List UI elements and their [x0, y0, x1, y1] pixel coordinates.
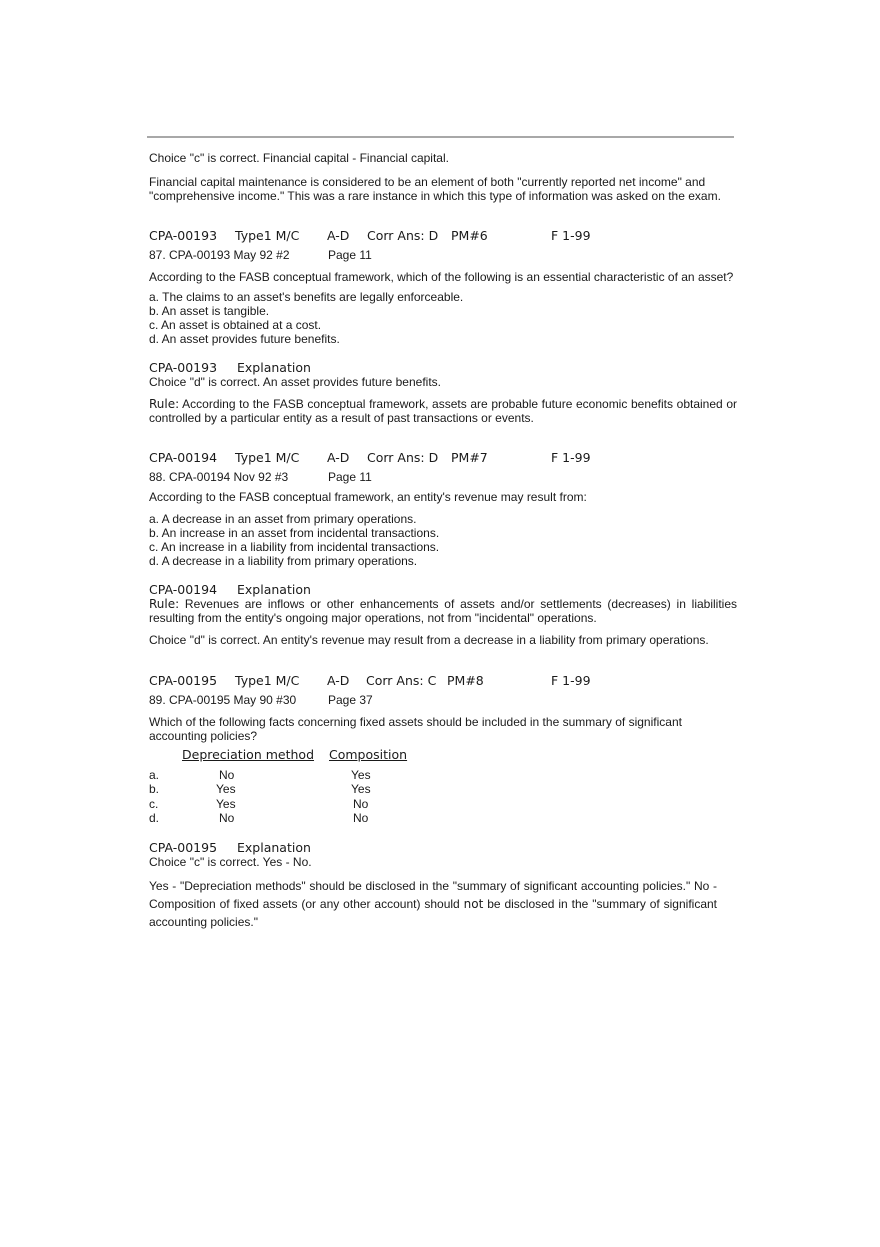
question-ref: 89. CPA-00195 May 90 #30 — [149, 693, 297, 707]
answer-range: A-D — [327, 228, 350, 243]
choice-c: c. An asset is obtained at a cost. — [149, 318, 322, 332]
rule-label: Rule: — [149, 397, 180, 411]
answer-range: A-D — [327, 450, 350, 465]
explanation-title — [149, 840, 737, 855]
explanation-title — [149, 360, 737, 375]
page-ref: Page 37 — [328, 693, 373, 707]
choice-b: b. An asset is tangible. — [149, 304, 270, 318]
explanation-id: CPA-00193 — [149, 360, 218, 375]
intro-paragraph: Financial capital maintenance is considered to be an element of both "currently reported net income" and "comprehensive income." This was a rare instance in which this type of information was asked on the exam. — [149, 175, 721, 203]
top-divider — [147, 136, 734, 138]
question-type: Type1 M/C — [235, 673, 300, 688]
explanation-label: Explanation — [237, 840, 311, 855]
row-cell-depreciation: No — [219, 811, 235, 825]
row-cell-composition: Yes — [351, 782, 371, 796]
question-text: Which of the following facts concerning fixed assets should be included in the summary of significant accounting policies? — [149, 715, 682, 743]
pm-number: PM#7 — [451, 450, 488, 465]
intro-choice: Choice "c" is correct. Financial capital - Financial capital. — [149, 151, 449, 165]
row-cell-depreciation: No — [219, 768, 235, 782]
question-reference — [149, 693, 737, 707]
question-type: Type1 M/C — [235, 450, 300, 465]
answer-table — [149, 747, 737, 843]
row-cell-depreciation: Yes — [216, 797, 236, 811]
row-letter: a. — [149, 768, 160, 782]
explanation-title — [149, 582, 737, 597]
question-header — [149, 673, 737, 689]
explanation-text: Yes - "Depreciation methods" should be disclosed in the "summary of significant accounting policies." No - Composition of fixed assets (or any other account) should — [149, 879, 717, 911]
row-cell-composition: No — [353, 811, 369, 825]
correct-answer: Corr Ans: D — [367, 228, 439, 243]
row-cell-depreciation: Yes — [216, 782, 236, 796]
section-code: F 1-99 — [551, 450, 591, 465]
answer-choices — [149, 512, 737, 568]
question-id: CPA-00193 — [149, 228, 218, 243]
correct-answer: Corr Ans: D — [367, 450, 439, 465]
pm-number: PM#8 — [447, 673, 484, 688]
emphasis-not: not — [463, 897, 484, 911]
row-letter: b. — [149, 782, 160, 796]
choice-a: a. A decrease in an asset from primary operations. — [149, 512, 417, 526]
column-header-depreciation: Depreciation method — [182, 747, 315, 762]
explanation-label: Explanation — [237, 582, 311, 597]
question-header — [149, 228, 737, 244]
section-code: F 1-99 — [551, 228, 591, 243]
question-ref: 87. CPA-00193 May 92 #2 — [149, 248, 290, 262]
explanation-label: Explanation — [237, 360, 311, 375]
explanation-choice: Choice "c" is correct. Yes - No. — [149, 855, 312, 869]
explanation-id: CPA-00194 — [149, 582, 218, 597]
rule-text: Revenues are inflows or other enhancements of assets and/or settlements (decreases) in liabilities resulting from the entity's ongoing major operations, not from "incidental" operations. — [149, 597, 737, 625]
row-letter: d. — [149, 811, 160, 825]
row-letter: c. — [149, 797, 159, 811]
question-text: According to the FASB conceptual framework, an entity's revenue may result from: — [149, 490, 587, 504]
rule-text: According to the FASB conceptual framework, assets are probable future economic benefits obtained or controlled by a particular entity as a result of past transactions or events. — [149, 397, 737, 425]
choice-b: b. An increase in an asset from incidental transactions. — [149, 526, 440, 540]
section-code: F 1-99 — [551, 673, 591, 688]
question-type: Type1 M/C — [235, 228, 300, 243]
column-header-composition: Composition — [329, 747, 408, 762]
choice-d: d. A decrease in a liability from primary operations. — [149, 554, 418, 568]
answer-choices — [149, 290, 737, 346]
question-reference — [149, 248, 737, 262]
correct-answer: Corr Ans: C — [366, 673, 437, 688]
choice-d: d. An asset provides future benefits. — [149, 332, 340, 346]
question-header — [149, 450, 737, 466]
question-id: CPA-00194 — [149, 450, 218, 465]
explanation-rule — [149, 397, 737, 425]
answer-range: A-D — [327, 673, 350, 688]
explanation-rule — [149, 597, 737, 625]
explanation-choice: Choice "d" is correct. An entity's revenue may result from a decrease in a liability from primary operations. — [149, 633, 709, 647]
question-id: CPA-00195 — [149, 673, 218, 688]
page-ref: Page 11 — [328, 470, 372, 484]
question-text: According to the FASB conceptual framework, which of the following is an essential characteristic of an asset? — [149, 270, 734, 284]
explanation-text: be disclosed in the "summary of significant accounting policies." — [149, 897, 717, 929]
choice-c: c. An increase in a liability from incidental transactions. — [149, 540, 440, 554]
pm-number: PM#6 — [451, 228, 488, 243]
question-reference — [149, 470, 737, 484]
rule-label: Rule: — [149, 597, 180, 611]
page-ref: Page 11 — [328, 248, 372, 262]
page-content — [149, 151, 737, 931]
row-cell-composition: Yes — [351, 768, 371, 782]
explanation-choice: Choice "d" is correct. An asset provides future benefits. — [149, 375, 441, 389]
explanation-id: CPA-00195 — [149, 840, 218, 855]
row-cell-composition: No — [353, 797, 369, 811]
choice-a: a. The claims to an asset's benefits are legally enforceable. — [149, 290, 464, 304]
question-ref: 88. CPA-00194 Nov 92 #3 — [149, 470, 289, 484]
explanation-body — [149, 877, 717, 931]
